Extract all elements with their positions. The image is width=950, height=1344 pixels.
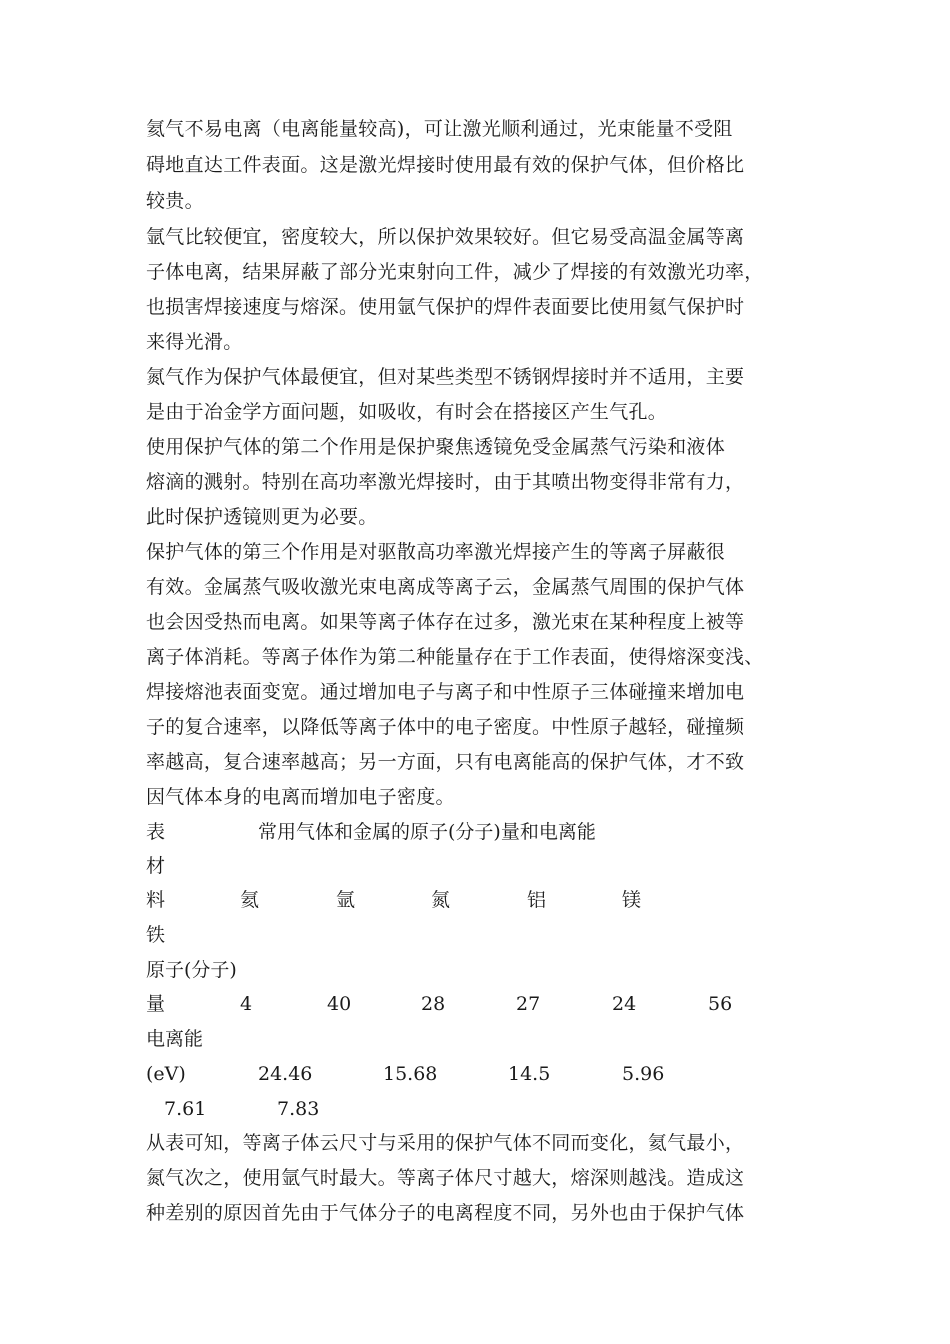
paragraph-6-line-2: 氮气次之，使用氩气时最大。等离子体尺寸越大，熔深则越浅。造成这 bbox=[146, 1167, 745, 1189]
table-row1-value-magnesium: 24 bbox=[612, 993, 637, 1015]
table-material-aluminum: 铝 bbox=[527, 889, 547, 911]
table-material-helium: 氦 bbox=[240, 889, 260, 911]
paragraph-2-line-1: 氩气比较便宜，密度较大，所以保护效果较好。但它易受高温金属等离 bbox=[146, 226, 745, 248]
table-row2-value-argon: 15.68 bbox=[383, 1063, 438, 1085]
table-row2-value-nitrogen: 14.5 bbox=[508, 1063, 551, 1085]
table-row1-value-iron: 56 bbox=[708, 993, 733, 1015]
table-row2-label-line-2: (eV) bbox=[146, 1063, 186, 1085]
paragraph-4-line-2: 熔滴的溅射。特别在高功率激光焊接时，由于其喷出物变得非常有力， bbox=[146, 471, 745, 493]
paragraph-4-line-1: 使用保护气体的第二个作用是保护聚焦透镜免受金属蒸气污染和液体 bbox=[146, 436, 726, 458]
paragraph-5-line-4: 离子体消耗。等离子体作为第二种能量存在于工作表面，使得熔深变浅、 bbox=[146, 646, 764, 668]
paragraph-1-line-1: 氦气不易电离（电离能量较高)，可让激光顺利通过，光束能量不受阻 bbox=[146, 118, 733, 140]
paragraph-2-line-4: 来得光滑。 bbox=[146, 331, 243, 353]
table-row2-value-magnesium: 7.61 bbox=[164, 1098, 207, 1120]
paragraph-3-line-2: 是由于冶金学方面问题，如吸收，有时会在搭接区产生气孔。 bbox=[146, 401, 668, 423]
paragraph-3-line-1: 氮气作为保护气体最便宜，但对某些类型不锈钢焊接时并不适用，主要 bbox=[146, 366, 745, 388]
table-material-magnesium: 镁 bbox=[622, 889, 642, 911]
table-row2-label-line-1: 电离能 bbox=[146, 1028, 204, 1050]
paragraph-5-line-2: 有效。金属蒸气吸收激光束电离成等离子云，金属蒸气周围的保护气体 bbox=[146, 576, 745, 598]
table-row1-value-argon: 40 bbox=[327, 993, 352, 1015]
table-caption: 常用气体和金属的原子(分子)量和电离能 bbox=[258, 821, 596, 843]
table-header-label-line-2: 料 bbox=[146, 889, 166, 911]
table-row1-value-aluminum: 27 bbox=[516, 993, 541, 1015]
paragraph-5-line-5: 焊接熔池表面变宽。通过增加电子与离子和中性原子三体碰撞来增加电 bbox=[146, 681, 745, 703]
paragraph-5-line-1: 保护气体的第三个作用是对驱散高功率激光焊接产生的等离子屏蔽很 bbox=[146, 541, 726, 563]
table-row1-value-helium: 4 bbox=[240, 993, 253, 1015]
paragraph-4-line-3: 此时保护透镜则更为必要。 bbox=[146, 506, 378, 528]
table-row2-value-helium: 24.46 bbox=[258, 1063, 313, 1085]
table-row1-label-line-1: 原子(分子) bbox=[146, 959, 237, 981]
paragraph-5-line-8: 因气体本身的电离而增加电子密度。 bbox=[146, 786, 455, 808]
paragraph-6-line-3: 种差别的原因首先由于气体分子的电离程度不同，另外也由于保护气体 bbox=[146, 1202, 745, 1224]
paragraph-1-line-2: 碍地直达工件表面。这是激光焊接时使用最有效的保护气体，但价格比 bbox=[146, 154, 745, 176]
table-row1-label-line-2: 量 bbox=[146, 993, 166, 1015]
paragraph-2-line-2: 子体电离，结果屏蔽了部分光束射向工件，减少了焊接的有效激光功率， bbox=[146, 261, 764, 283]
table-label: 表 bbox=[146, 821, 166, 843]
table-header-label-line-3: 铁 bbox=[146, 924, 166, 946]
paragraph-5-line-3: 也会因受热而电离。如果等离子体存在过多，激光束在某种程度上被等 bbox=[146, 611, 745, 633]
table-row2-value-iron: 7.83 bbox=[277, 1098, 320, 1120]
table-material-argon: 氩 bbox=[336, 889, 356, 911]
paragraph-2-line-3: 也损害焊接速度与熔深。使用氩气保护的焊件表面要比使用氦气保护时 bbox=[146, 296, 745, 318]
paragraph-5-line-7: 率越高，复合速率越高；另一方面，只有电离能高的保护气体，才不致 bbox=[146, 751, 745, 773]
table-header-label-line-1: 材 bbox=[146, 855, 166, 877]
table-material-nitrogen: 氮 bbox=[431, 889, 451, 911]
paragraph-6-line-1: 从表可知，等离子体云尺寸与采用的保护气体不同而变化，氦气最小， bbox=[146, 1132, 745, 1154]
paragraph-5-line-6: 子的复合速率，以降低等离子体中的电子密度。中性原子越轻，碰撞频 bbox=[146, 716, 745, 738]
table-row1-value-nitrogen: 28 bbox=[421, 993, 446, 1015]
table-row2-value-aluminum: 5.96 bbox=[622, 1063, 665, 1085]
paragraph-1-line-3: 较贵。 bbox=[146, 190, 204, 212]
